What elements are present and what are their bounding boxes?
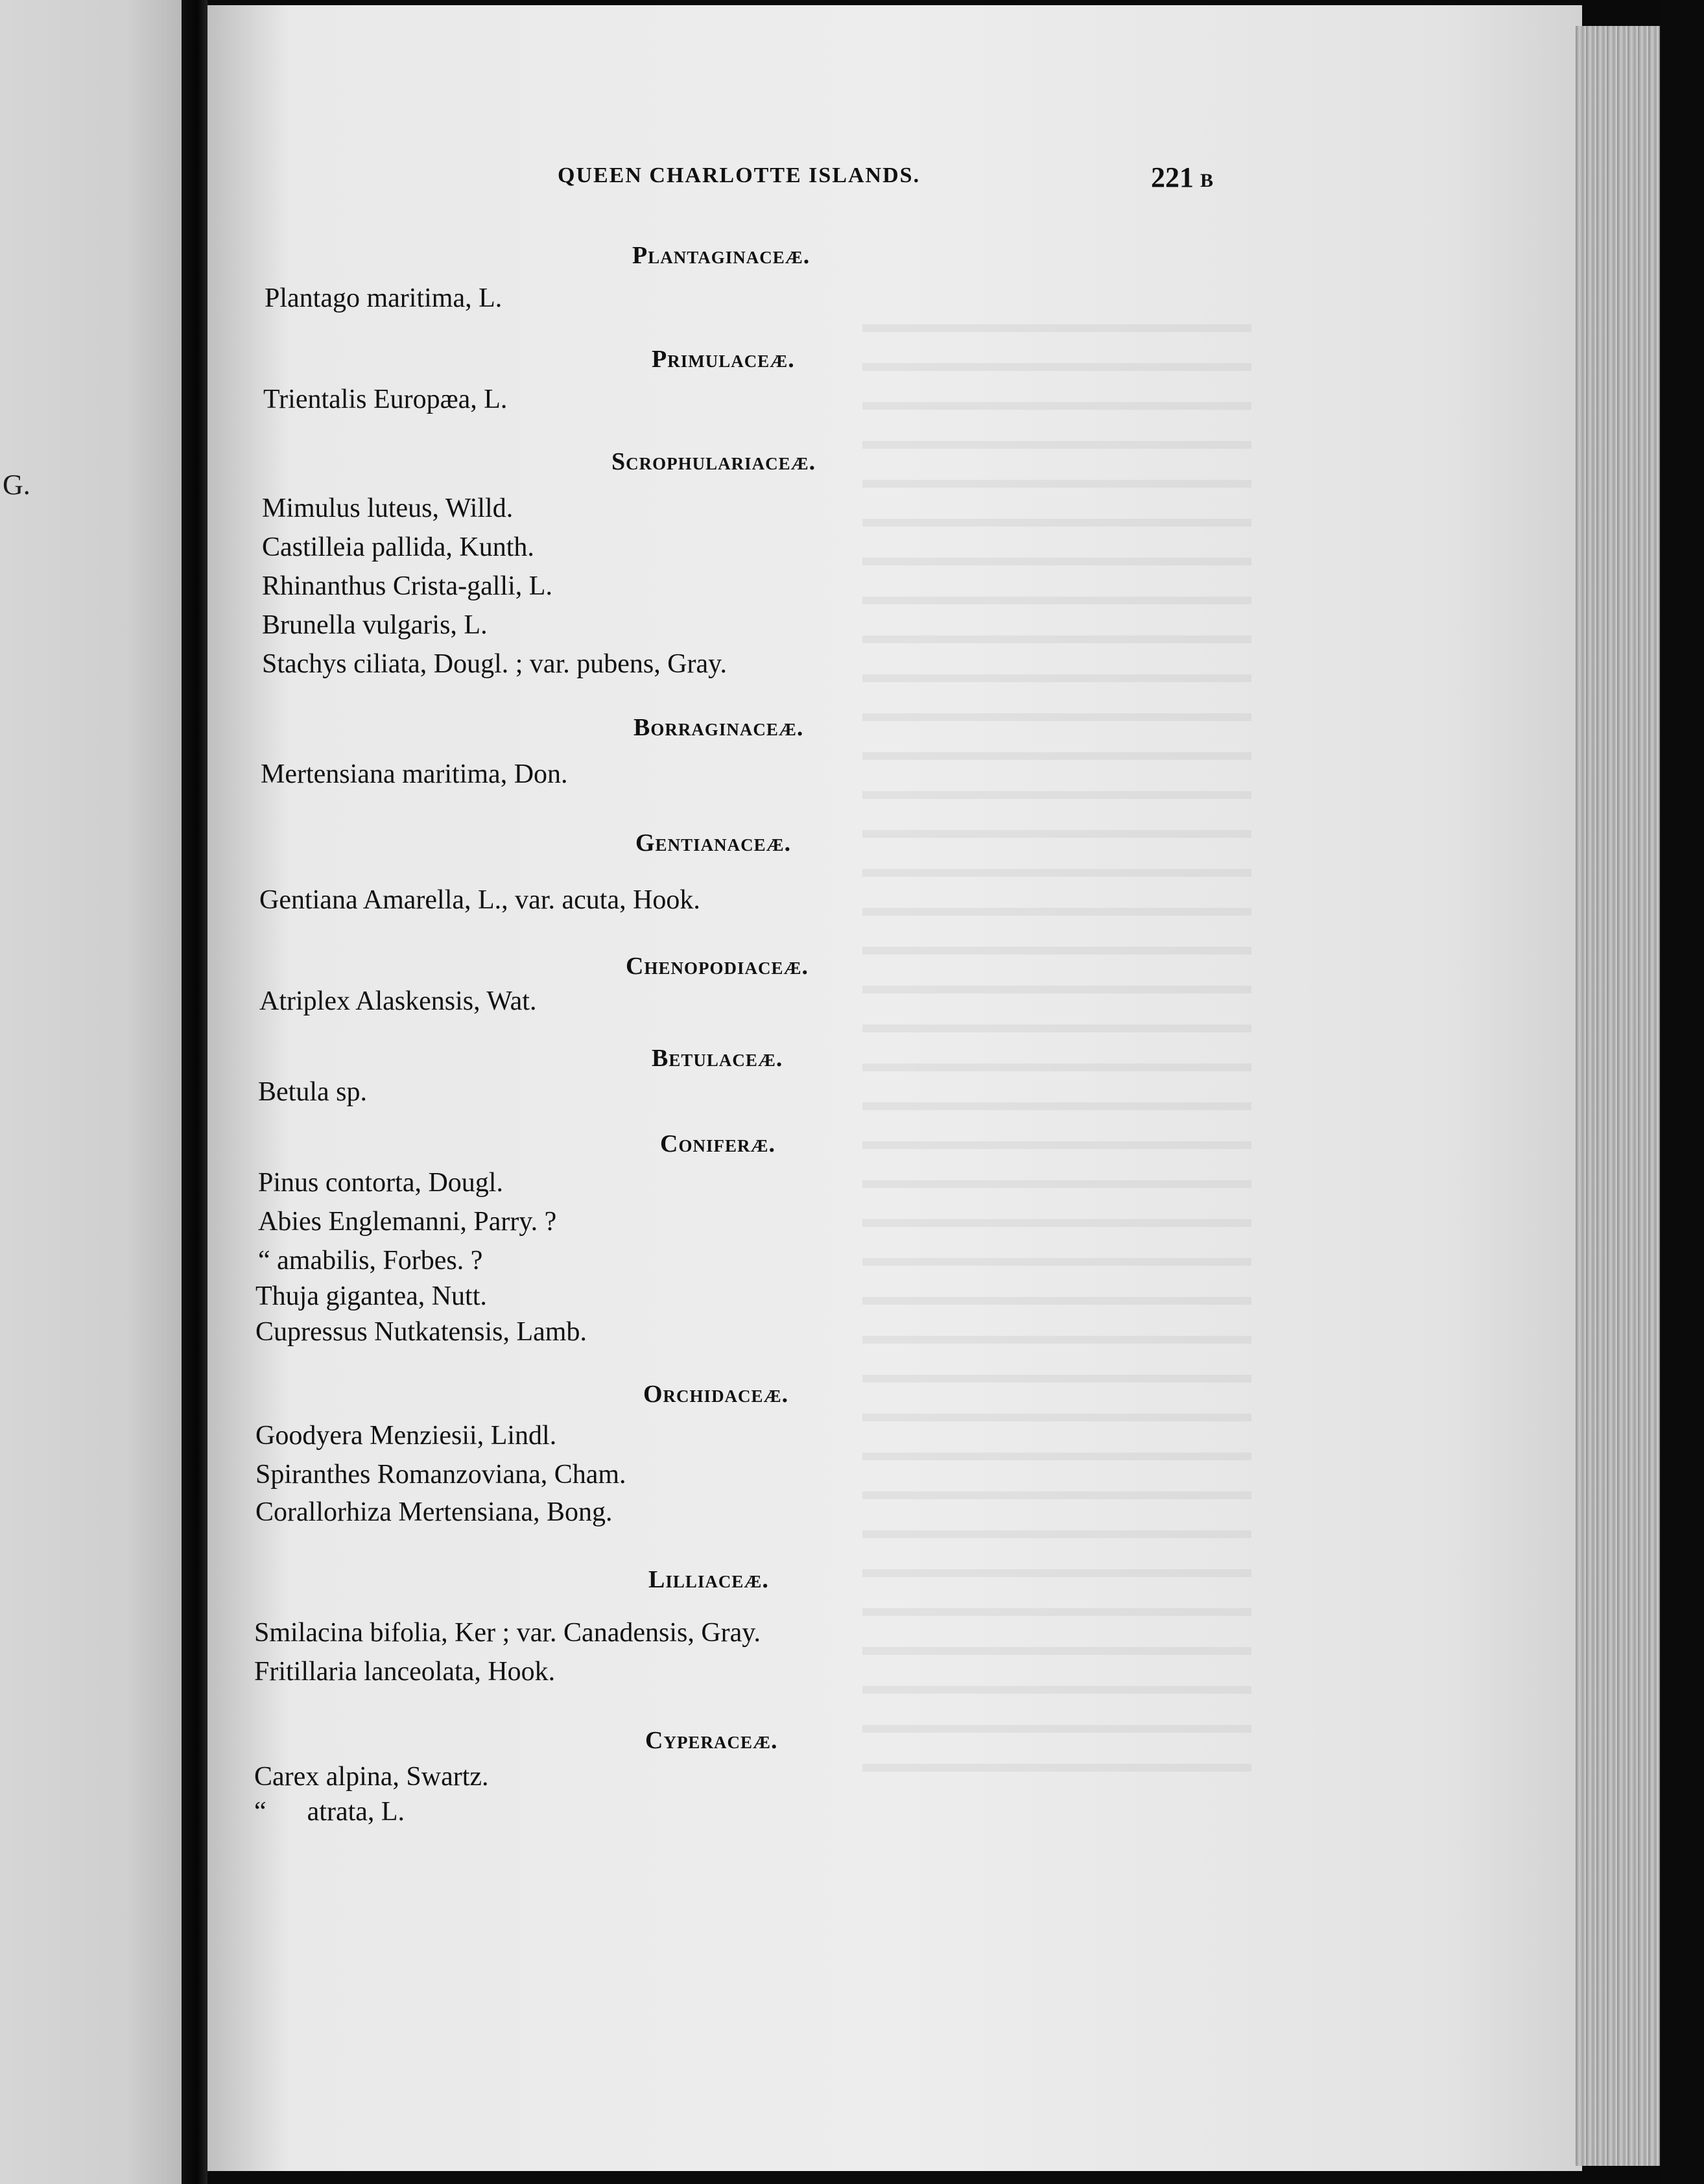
species-entry: Brunella vulgaris, L. [262,610,488,640]
family-heading: Lilliaceæ. [648,1566,769,1593]
page-number-value: 221 [1151,161,1194,193]
species-entry: Stachys ciliata, Dougl. ; var. pubens, Gray. [262,649,727,679]
book-gutter [182,0,207,2184]
species-entry: Mimulus luteus, Willd. [262,493,514,523]
species-entry: Cupressus Nutkatensis, Lamb. [255,1317,587,1347]
species-entry: Mertensiana maritima, Don. [261,759,568,789]
running-header: QUEEN CHARLOTTE ISLANDS. [558,163,921,187]
bleed-through-text [862,298,1251,1790]
species-entry: Goodyera Menziesii, Lindl. [255,1421,557,1451]
species-entry: Atriplex Alaskensis, Wat. [259,986,537,1016]
family-heading: Orchidaceæ. [643,1381,789,1408]
facing-page-left [0,0,182,2184]
species-entry: Trientalis Europæa, L. [263,385,508,414]
page-number [1151,161,1213,194]
species-entry: “ atrata, L. [254,1797,405,1827]
species-entry: Castilleia pallida, Kunth. [262,532,534,562]
family-heading: Betulaceæ. [652,1045,783,1072]
facing-page-mark: G. [3,469,30,501]
species-entry: Smilacina bifolia, Ker ; var. Canadensis, Gray. [254,1618,761,1648]
species-entry: Plantago maritima, L. [265,283,503,313]
species-entry: Rhinanthus Crista-galli, L. [262,571,552,601]
species-entry: Thuja gigantea, Nutt. [255,1281,487,1311]
species-entry: Gentiana Amarella, L., var. acuta, Hook. [259,885,700,915]
family-heading: Scrophulariaceæ. [611,448,816,475]
species-entry: Fritillaria lanceolata, Hook. [254,1657,556,1687]
family-heading: Borraginaceæ. [633,714,804,741]
family-heading: Gentianaceæ. [635,829,792,857]
species-entry: Betula sp. [258,1077,367,1107]
family-heading: Primulaceæ. [652,346,795,373]
family-heading: Chenopodiaceæ. [626,953,809,980]
family-heading: Cyperaceæ. [645,1727,778,1754]
page-number-suffix: B [1200,170,1214,191]
family-heading: Coniferæ. [660,1130,775,1157]
species-entry: “ amabilis, Forbes. ? [258,1246,483,1276]
family-heading: Plantaginaceæ. [632,242,811,269]
species-entry: Pinus contorta, Dougl. [258,1168,503,1198]
species-entry: Corallorhiza Mertensiana, Bong. [255,1497,613,1527]
species-entry: Carex alpina, Swartz. [254,1762,489,1792]
page-edges-stack [1576,26,1660,2166]
scan-border-right [1660,0,1704,2184]
species-entry: Abies Englemanni, Parry. ? [258,1207,557,1237]
species-entry: Spiranthes Romanzoviana, Cham. [255,1460,626,1490]
